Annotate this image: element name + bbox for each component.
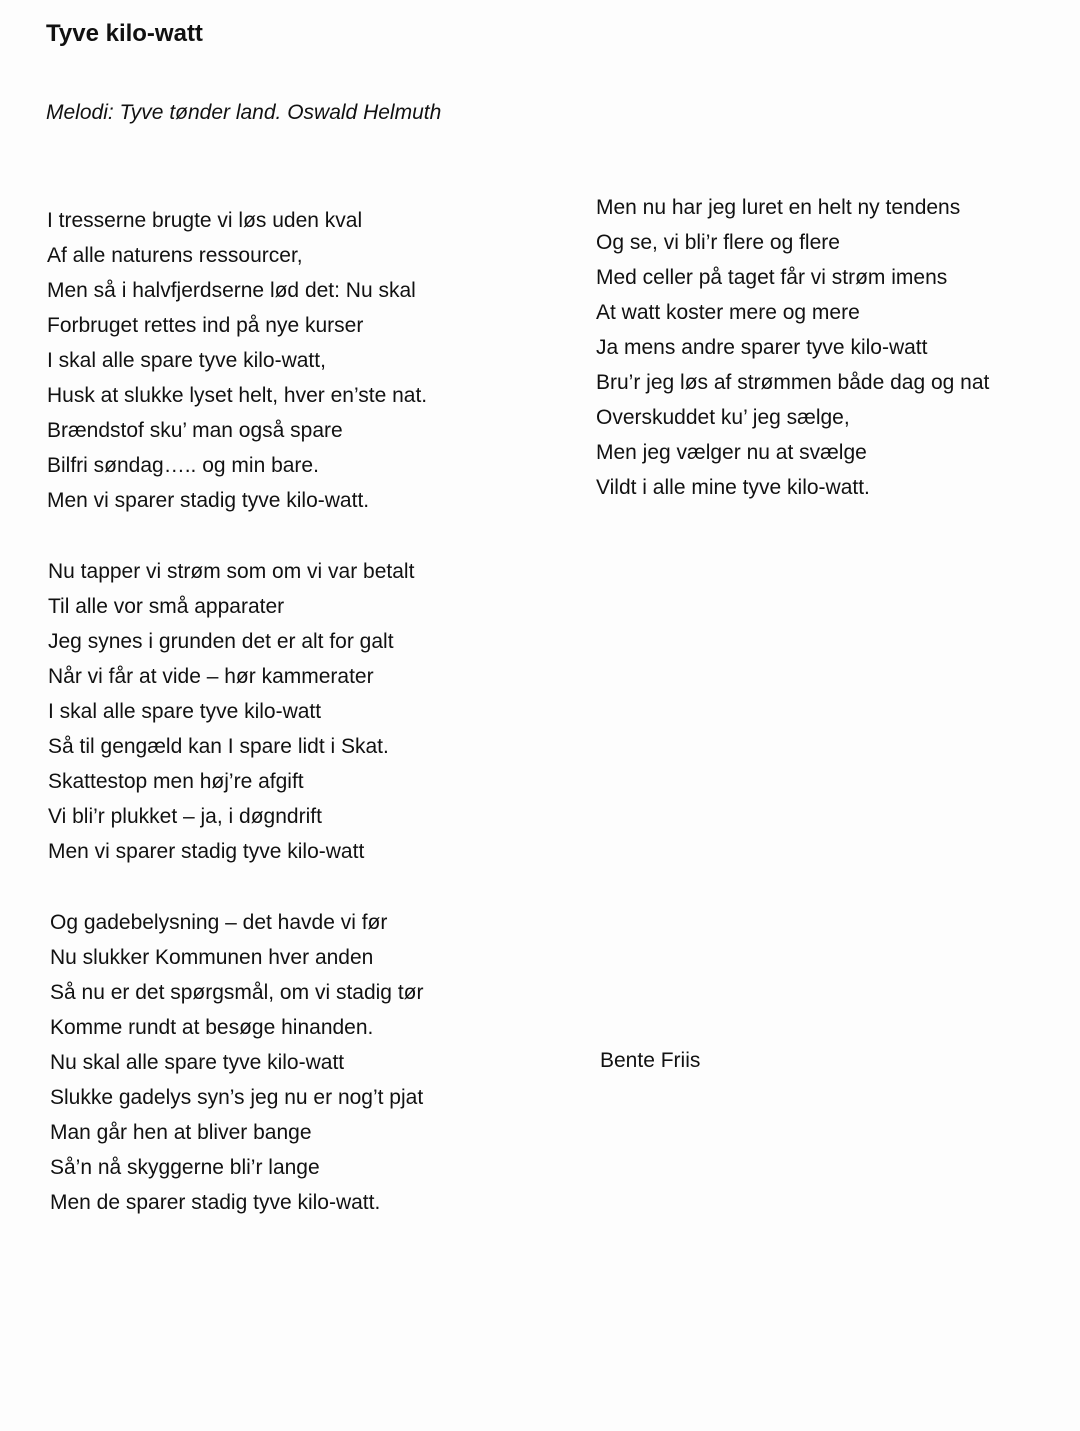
stanza-line: I skal alle spare tyve kilo-watt bbox=[48, 700, 322, 723]
stanza-line: Så’n nå skyggerne bli’r lange bbox=[50, 1156, 320, 1179]
stanza-line: Vildt i alle mine tyve kilo-watt. bbox=[596, 476, 870, 499]
stanza-line: Jeg synes i grunden det er alt for galt bbox=[48, 630, 394, 653]
stanza-line: Man går hen at bliver bange bbox=[50, 1121, 312, 1144]
stanza-4 bbox=[596, 190, 989, 505]
melody-subtitle: Melodi: Tyve tønder land. Oswald Helmuth bbox=[46, 101, 442, 124]
stanza-line: Skattestop men høj’re afgift bbox=[48, 770, 304, 793]
stanza-line: Så til gengæld kan I spare lidt i Skat. bbox=[48, 735, 389, 758]
author-signature: Bente Friis bbox=[600, 1049, 701, 1072]
stanza-line: I skal alle spare tyve kilo-watt, bbox=[47, 349, 326, 372]
stanza-line: Komme rundt at besøge hinanden. bbox=[50, 1016, 374, 1039]
stanza-line: Nu tapper vi strøm som om vi var betalt bbox=[48, 560, 415, 583]
stanza-line: Til alle vor små apparater bbox=[48, 595, 285, 618]
stanza-line: Nu skal alle spare tyve kilo-watt bbox=[50, 1051, 345, 1074]
stanza-line: Men de sparer stadig tyve kilo-watt. bbox=[50, 1191, 381, 1214]
stanza-line: Slukke gadelys syn’s jeg nu er nog’t pjat bbox=[50, 1086, 424, 1109]
stanza-2 bbox=[48, 554, 414, 869]
stanza-3 bbox=[50, 905, 423, 1220]
stanza-line: I tresserne brugte vi løs uden kval bbox=[47, 209, 363, 232]
stanza-1 bbox=[47, 203, 427, 518]
stanza-line: Men nu har jeg luret en helt ny tendens bbox=[596, 196, 961, 219]
poem-title: Tyve kilo-watt bbox=[46, 20, 203, 47]
stanza-line: Og gadebelysning – det havde vi før bbox=[50, 911, 388, 934]
stanza-line: Men vi sparer stadig tyve kilo-watt. bbox=[47, 489, 370, 512]
stanza-line: At watt koster mere og mere bbox=[596, 301, 860, 324]
stanza-line: Så nu er det spørgsmål, om vi stadig tør bbox=[50, 981, 424, 1004]
stanza-line: Bilfri søndag….. og min bare. bbox=[47, 454, 319, 477]
stanza-line: Af alle naturens ressourcer, bbox=[47, 244, 303, 267]
stanza-line: Med celler på taget får vi strøm imens bbox=[596, 266, 948, 289]
stanza-line: Overskuddet ku’ jeg sælge, bbox=[596, 406, 850, 429]
stanza-line: Men jeg vælger nu at svælge bbox=[596, 441, 867, 464]
stanza-line: Brændstof sku’ man også spare bbox=[47, 419, 343, 442]
stanza-line: Ja mens andre sparer tyve kilo-watt bbox=[596, 336, 928, 359]
stanza-line: Forbruget rettes ind på nye kurser bbox=[47, 314, 364, 337]
stanza-line: Bru’r jeg løs af strømmen både dag og nat bbox=[596, 371, 990, 394]
stanza-line: Men vi sparer stadig tyve kilo-watt bbox=[48, 840, 365, 863]
stanza-line: Når vi får at vide – hør kammerater bbox=[48, 665, 374, 688]
stanza-line: Vi bli’r plukket – ja, i døgndrift bbox=[48, 805, 322, 828]
stanza-line: Og se, vi bli’r flere og flere bbox=[596, 231, 840, 254]
stanza-line: Nu slukker Kommunen hver anden bbox=[50, 946, 374, 969]
stanza-line: Men så i halvfjerdserne lød det: Nu skal bbox=[47, 279, 416, 302]
stanza-line: Husk at slukke lyset helt, hver en’ste nat. bbox=[47, 384, 428, 407]
